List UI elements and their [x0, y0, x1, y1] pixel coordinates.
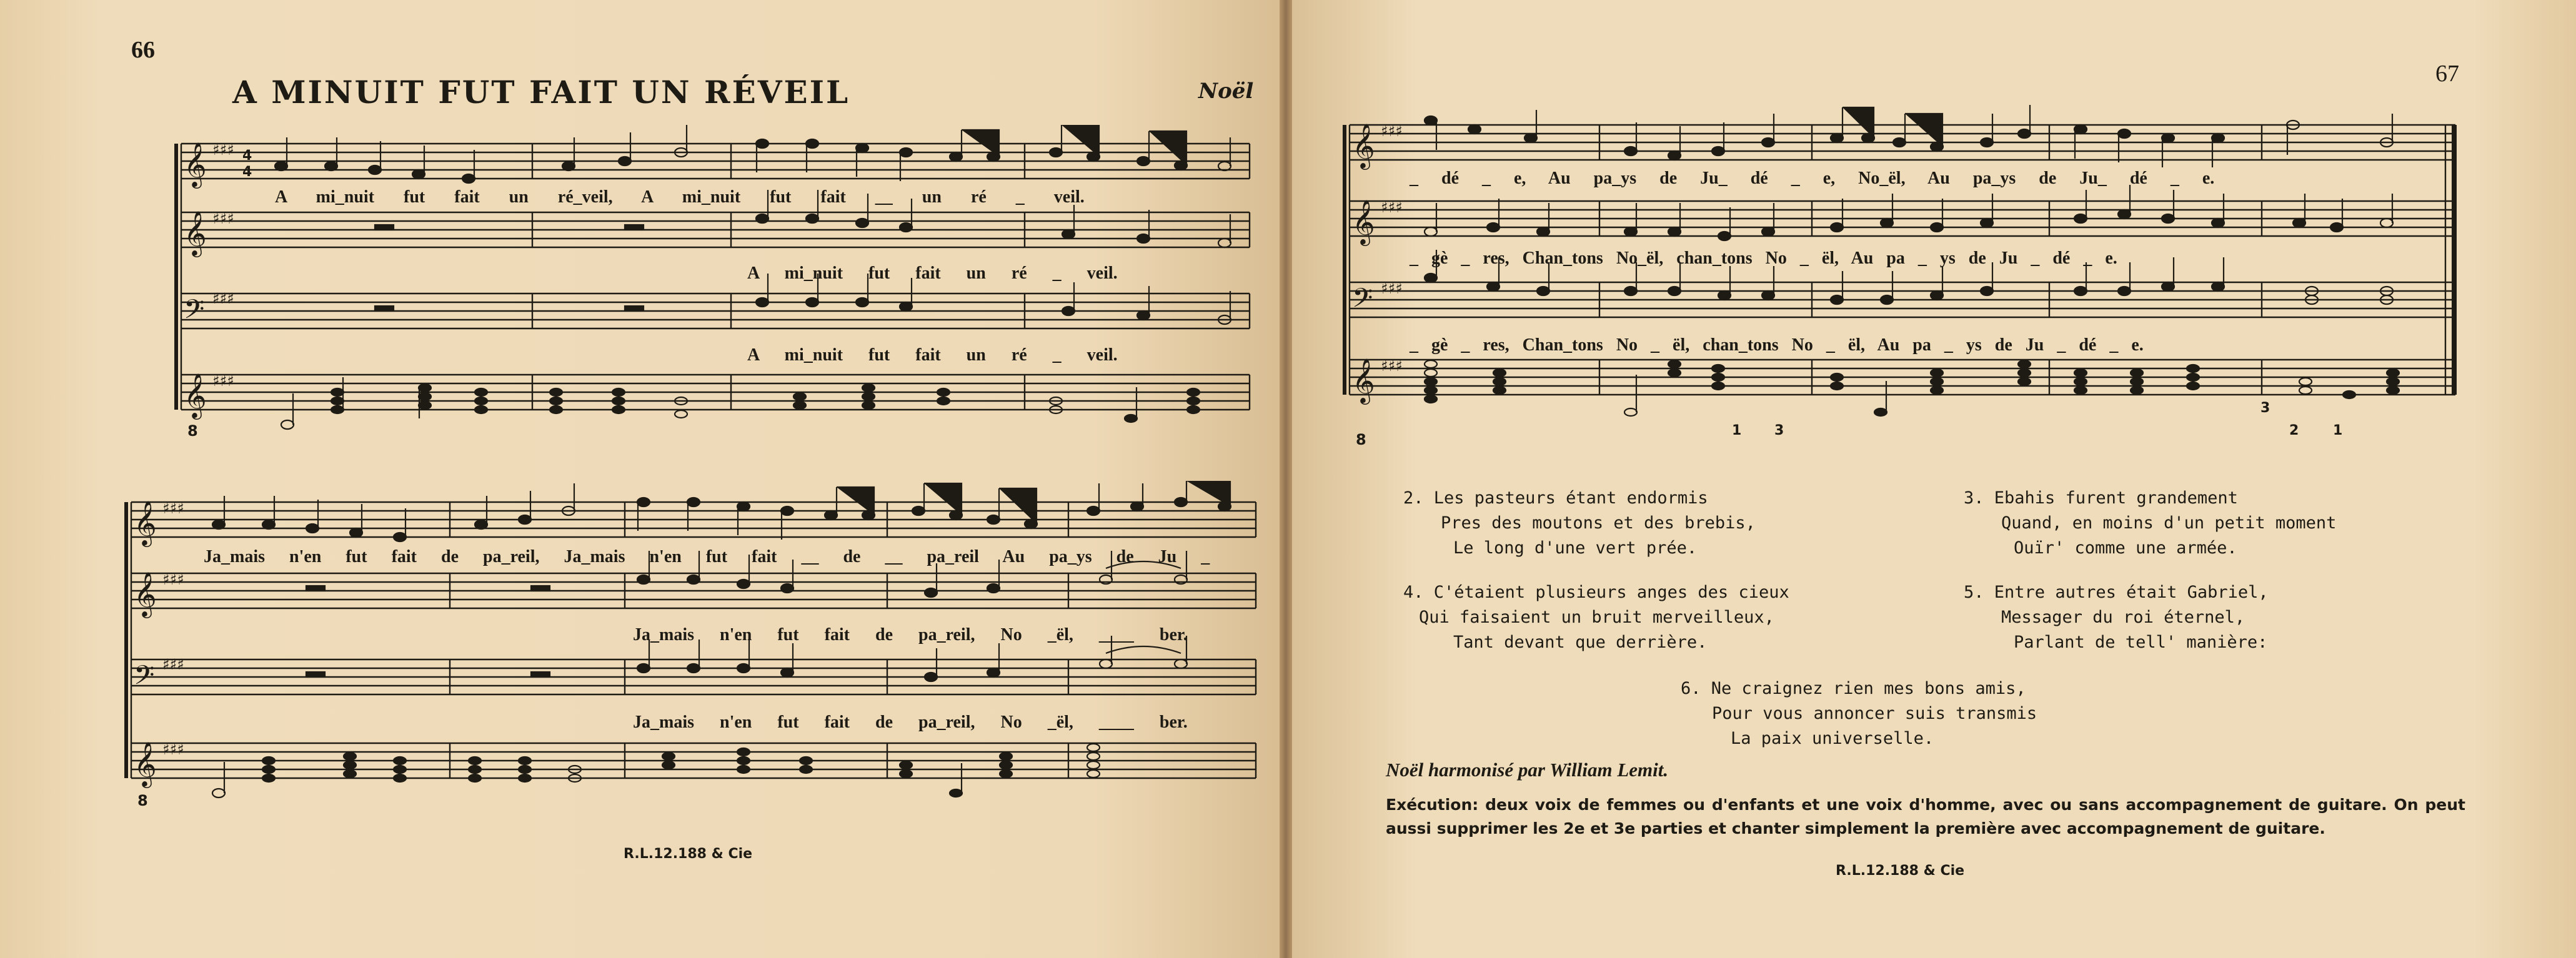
svg-text:♯♯♯: ♯♯♯	[162, 500, 184, 517]
staff-voice-2	[181, 212, 1250, 247]
song-title: A MINUIT FUT FAIT UN RÉVEIL	[232, 74, 850, 111]
svg-text:♯♯♯: ♯♯♯	[1381, 280, 1403, 297]
lyric-system1-voice2: A mi_nuit fut fait un ré _ veil.	[747, 264, 1118, 283]
music-system-3	[1337, 100, 2462, 456]
page-number-right: 67	[2435, 61, 2459, 87]
execution-note: Exécution: deux voix de femmes ou d'enfants et une voix d'homme, avec ou sans accompagnement de guitare. On peut aussi supprimer les 2e et 3e parties et chanter simplement la première avec accompagnement de guitare.	[1386, 796, 2465, 837]
verse-4: 4. C'étaient plusieurs anges des cieux Qui faisaient un bruit merveilleux, Tant devant que derrière.	[1403, 583, 1789, 652]
svg-text:♯♯♯: ♯♯♯	[162, 741, 184, 758]
bass-clef-icon: 𝄢	[1352, 283, 1373, 320]
lyric-system3-voice3: _ gè _ res, Chan_tons No _ ël, chan_tons No _ ël, Au pa _ ys de Ju _ dé _ e.	[1410, 335, 2144, 355]
music-system-2	[119, 481, 1262, 831]
treble-clef-icon: 𝄞	[1352, 122, 1375, 168]
lyric-system2-voice2: Ja_mais n'en fut fait de pa_reil, No _ël, ____ ber.	[633, 625, 1188, 644]
svg-text:8: 8	[187, 422, 198, 440]
harmonization-credit: Noël harmonisé par William Lemit.	[1386, 759, 1669, 781]
lyric-system3-voice1: _ dé _ e, Au pa_ys de Ju_ dé _ e, No_ël, Au pa_ys de Ju_ dé _ e.	[1410, 169, 2215, 188]
verse-3: 3. Ebahis furent grandement Quand, en moins d'un petit moment Ouïr' comme une armée.	[1964, 488, 2337, 558]
svg-text:♯♯♯: ♯♯♯	[212, 210, 234, 227]
page-number-left: 66	[131, 37, 155, 63]
svg-text:8: 8	[1356, 431, 1366, 448]
verse-6: 6. Ne craignez rien mes bons amis, Pour vous annoncer suis transmis La paix universelle.	[1681, 679, 2037, 748]
treble-clef-icon: 𝄞	[134, 571, 157, 616]
treble-clef-icon: 𝄞	[1352, 199, 1375, 244]
svg-text:1: 1	[2333, 423, 2343, 438]
treble-clef-icon: 𝄞	[134, 500, 157, 545]
svg-text:♯♯♯: ♯♯♯	[1381, 357, 1403, 375]
treble-clef-icon: 𝄞	[184, 372, 207, 418]
lyric-system1-voice1: A mi_nuit fut fait un ré_veil, A mi_nuit fut fait __ un ré _ veil.	[275, 187, 1085, 207]
svg-text:1: 1	[1732, 423, 1742, 438]
svg-text:♯♯♯: ♯♯♯	[212, 290, 234, 307]
lyric-system2-voice3: Ja_mais n'en fut fait de pa_reil, No _ël, ____ ber.	[633, 713, 1188, 732]
verse-2: 2. Les pasteurs étant endormis Pres des moutons et des brebis, Le long d'une vert prée.	[1403, 488, 1756, 558]
staff-voice-3	[181, 294, 1250, 328]
svg-text:♯♯♯: ♯♯♯	[162, 571, 184, 588]
publisher-mark-right: R.L.12.188 & Cie	[1836, 863, 1965, 879]
svg-text:3: 3	[2260, 400, 2270, 416]
lyric-system3-voice2: _ gè _ res, Chan_tons No_ël, chan_tons No _ ël, Au pa _ ys de Ju _ dé _ e.	[1410, 249, 2117, 268]
treble-clef-icon: 𝄞	[184, 141, 207, 187]
music-system-1	[169, 125, 1256, 450]
bass-clef-icon: 𝄢	[184, 294, 205, 332]
treble-clef-icon: 𝄞	[184, 210, 207, 255]
song-genre: Noël	[1198, 79, 1254, 104]
staff-voice-2	[1350, 201, 2455, 236]
svg-text:♯♯♯: ♯♯♯	[212, 372, 234, 390]
bass-clef-icon: 𝄢	[134, 660, 155, 698]
svg-text:♯♯♯: ♯♯♯	[1381, 122, 1403, 140]
svg-text:♯♯♯: ♯♯♯	[162, 656, 184, 673]
treble-clef-icon: 𝄞	[134, 741, 157, 786]
svg-text:♯♯♯: ♯♯♯	[212, 141, 234, 159]
staff-voice-3	[1350, 282, 2455, 317]
svg-text:2: 2	[2289, 423, 2299, 438]
publisher-mark-left: R.L.12.188 & Cie	[624, 846, 753, 862]
staff-voice-1	[131, 502, 1256, 537]
staff-guitar	[1350, 360, 2455, 395]
svg-text:♯♯♯: ♯♯♯	[1381, 199, 1403, 216]
svg-text:8: 8	[137, 792, 148, 809]
lyric-system2-voice1: Ja_mais n'en fut fait de pa_reil, Ja_mais n'en fut fait __ de __ pa_reil Au pa_ys de Ju _	[204, 547, 1210, 566]
treble-clef-icon: 𝄞	[1352, 357, 1375, 403]
svg-text:3: 3	[1774, 423, 1784, 438]
staff-voice-1	[181, 144, 1250, 179]
svg-text:4: 4	[242, 148, 252, 164]
verse-5: 5. Entre autres était Gabriel, Messager du roi éternel, Parlant de tell' manière:	[1964, 583, 2269, 652]
svg-text:4: 4	[242, 164, 252, 180]
lyric-system1-voice3: A mi_nuit fut fait un ré _ veil.	[747, 345, 1118, 365]
book-gutter	[1280, 0, 1292, 958]
